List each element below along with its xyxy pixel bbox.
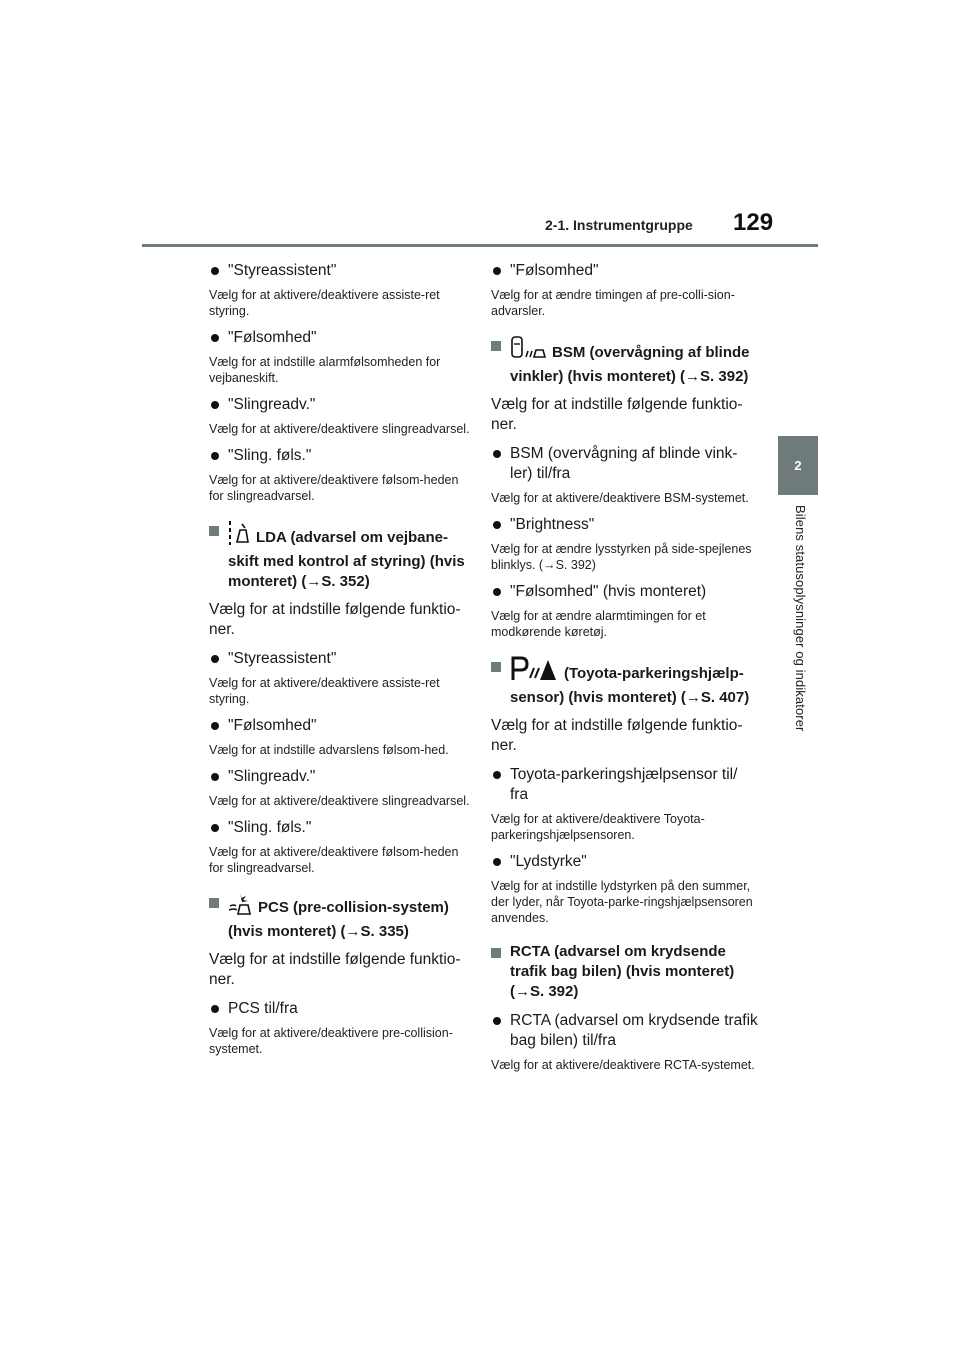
- page-ref-link[interactable]: S. 392): [700, 368, 749, 385]
- section-title: 2-1. Instrumentgruppe: [545, 217, 693, 233]
- bullet-icon: [493, 771, 501, 779]
- item-note: Vælg for at aktivere/deaktivere følsom-heden for slingreadvarsel.: [209, 473, 459, 503]
- list-item: "Slingreadv.": [209, 767, 474, 787]
- bullet-icon: [211, 267, 219, 275]
- paragraph: Vælg for at indstille følgende funktio-ner.: [209, 951, 461, 988]
- list-item: "Følsomhed": [209, 716, 474, 736]
- parking-heading: (Toyota-parkeringshjælp-sensor) (hvis monteret) (→S. 407): [491, 656, 759, 708]
- bullet-icon: [493, 450, 501, 458]
- list-item: PCS til/fra: [209, 999, 474, 1019]
- chapter-label: Bilens statusoplysninger og indikatorer: [793, 505, 808, 732]
- item-note: Vælg for at ændre lysstyrken på side-spejlenes blinklys. (→S. 392): [491, 542, 752, 572]
- bullet-icon: [211, 401, 219, 409]
- right-column: [491, 252, 759, 1073]
- bullet-icon: [211, 722, 219, 730]
- list-item: "Følsomhed": [209, 328, 474, 348]
- blind-spot-icon: [510, 335, 546, 367]
- square-marker-icon: [209, 526, 219, 536]
- item-note: Vælg for at aktivere/deaktivere assiste-ret styring.: [209, 288, 440, 318]
- list-item: BSM (overvågning af blinde vink-ler) til/fra: [491, 444, 759, 484]
- item-note: Vælg for at aktivere/deaktivere RCTA-systemet.: [491, 1058, 755, 1072]
- bullet-icon: [211, 334, 219, 342]
- bullet-icon: [493, 1017, 501, 1025]
- page-ref-link[interactable]: S. 335): [360, 923, 409, 940]
- list-item: Toyota-parkeringshjælpsensor til/ fra: [491, 765, 759, 805]
- bullet-icon: [211, 773, 219, 781]
- paragraph: Vælg for at indstille følgende funktio-ner.: [209, 601, 461, 638]
- bullet-icon: [493, 588, 501, 596]
- list-item: "Styreassistent": [209, 649, 474, 669]
- list-item: "Følsomhed": [491, 261, 759, 281]
- list-item: "Lydstyrke": [491, 852, 759, 872]
- chapter-tab[interactable]: 2: [778, 436, 818, 495]
- item-note: Vælg for at aktivere/deaktivere pre-collision-systemet.: [209, 1026, 453, 1056]
- rcta-heading: RCTA (advarsel om krydsende trafik bag bilen) (hvis monteret) (→S. 392): [491, 942, 759, 1002]
- list-item: "Slingreadv.": [209, 395, 474, 415]
- list-item: "Følsomhed" (hvis monteret): [491, 582, 759, 602]
- pre-collision-icon: [228, 892, 252, 922]
- square-marker-icon: [491, 662, 501, 672]
- list-item: "Sling. føls.": [209, 446, 474, 466]
- pcs-heading: PCS (pre-collision-system) (hvis monteret) (→S. 335): [209, 892, 474, 942]
- item-note: Vælg for at aktivere/deaktivere slingreadvarsel.: [209, 794, 470, 808]
- page-ref-link[interactable]: S. 392): [530, 983, 579, 1000]
- bullet-icon: [493, 521, 501, 529]
- square-marker-icon: [491, 341, 501, 351]
- item-note: Vælg for at ændre alarmtimingen for et modkørende køretøj.: [491, 609, 706, 639]
- square-marker-icon: [491, 948, 501, 958]
- page-ref-link[interactable]: S. 407): [700, 689, 750, 706]
- item-note: Vælg for at aktivere/deaktivere Toyota-parkeringshjælpsensoren.: [491, 812, 705, 842]
- page-number: 129: [733, 209, 774, 236]
- bullet-icon: [493, 267, 501, 275]
- list-item: "Sling. føls.": [209, 818, 474, 838]
- list-item: "Styreassistent": [209, 261, 474, 281]
- bullet-icon: [211, 655, 219, 663]
- header-rule: [142, 244, 818, 247]
- item-note: Vælg for at indstille lydstyrken på den summer, der lyder, når Toyota-parke-ringshjælpsensoren anvendes.: [491, 879, 753, 925]
- page-ref-link[interactable]: S. 352): [321, 573, 370, 590]
- item-note: Vælg for at aktivere/deaktivere slingreadvarsel.: [209, 422, 470, 436]
- item-note: Vælg for at indstille advarslens følsom-hed.: [209, 743, 449, 757]
- bullet-icon: [211, 1005, 219, 1013]
- bsm-heading: BSM (overvågning af blinde vinkler) (hvis monteret) (→S. 392): [491, 335, 759, 387]
- item-note: Vælg for at ændre timingen af pre-colli-sion-advarsler.: [491, 288, 735, 318]
- left-column: [209, 252, 474, 1057]
- paragraph: Vælg for at indstille følgende funktio-ner.: [491, 717, 743, 754]
- item-note: Vælg for at aktivere/deaktivere følsom-heden for slingreadvarsel.: [209, 845, 459, 875]
- lane-departure-icon: [228, 520, 250, 552]
- lda-heading: LDA (advarsel om vejbane-skift med kontrol af styring) (hvis monteret) (→S. 352): [209, 520, 474, 592]
- bullet-icon: [493, 858, 501, 866]
- bullet-icon: [211, 824, 219, 832]
- bullet-icon: [211, 452, 219, 460]
- square-marker-icon: [209, 898, 219, 908]
- page-ref-link[interactable]: S. 392): [555, 558, 596, 572]
- parking-sensor-icon: [510, 656, 558, 688]
- list-item: RCTA (advarsel om krydsende trafik bag bilen) til/fra: [491, 1011, 759, 1051]
- item-note: Vælg for at aktivere/deaktivere BSM-systemet.: [491, 491, 749, 505]
- item-note: Vælg for at aktivere/deaktivere assiste-ret styring.: [209, 676, 440, 706]
- list-item: "Brightness": [491, 515, 759, 535]
- paragraph: Vælg for at indstille følgende funktio-ner.: [491, 396, 743, 433]
- item-note: Vælg for at indstille alarmfølsomheden for vejbaneskift.: [209, 355, 441, 385]
